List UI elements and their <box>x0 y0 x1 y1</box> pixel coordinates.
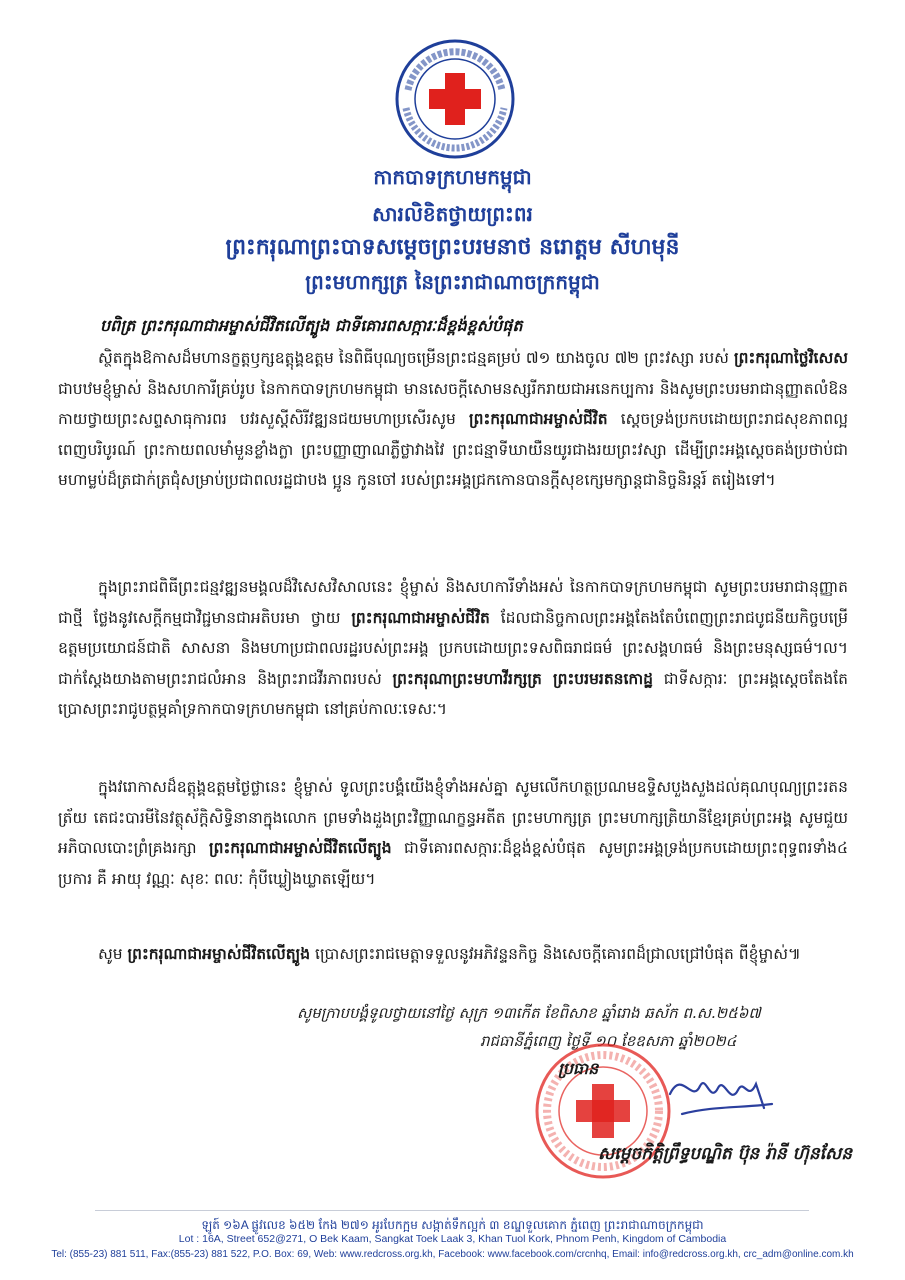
paragraph-2-text-b: ដែលជានិច្ចកាលព្រះអង្គតែងតែបំពេញព្រះរាជបូជនីយកិច្ចបម្រើឧត្ដមប្រយោជន៍ជាតិ សាសនា និងមហាប្រជាពលរដ្ឋរបស់ព្រះអង្គ ប្រកបដោយព្រះទសពិធរាជធម៌ ព្រះសង្គហធម៌ និងព្រះមនុស្សធម៌។ល។ ជាក់ស្ដែងយាងតាមព្រះរាជលំអាន និងព្រះរាជវីរភាពរបស់ <box>58 608 848 688</box>
paragraph-3-text-a: ក្នុងវរោកាសដ៏ឧត្ដុង្គឧត្ដមថ្ងៃថ្លានេះ ខ្ញុំម្ចាស់ ទូលព្រះបង្គំយើងខ្ញុំទាំងអស់គ្នា សូមលើកហត្ថប្រណមឧទ្ទិសបួងសួងដល់គុណបុណ្យព្រះរតនត្រ័យ តេជះបារមីនៃវត្ថុស័ក្ដិសិទ្ធិនានាក្នុងលោក ព្រមទាំងដួងព្រះវិញ្ញាណក្ខន្ធអតីត ព្រះមហាក្សត្រ ព្រះមហាក្សត្រិយានីខ្មែរគ្រប់ព្រះអង្គ សូមជួយអភិបាលបោះព្រំគ្រងរក្សា <box>58 778 848 857</box>
footer-contacts: Tel: (855-23) 881 511, Fax:(855-23) 881 522, P.O. Box: 69, Web: www.redcross.org.kh, Facebook: www.facebook.com/crcnhq, Email: info@redcross.org.kh, crc_adm@online.com.kh <box>51 1249 854 1260</box>
lunar-date: សូមក្រាបបង្គំទូលថ្វាយនៅថ្ងៃ ​សុក្រ ១៣កើត ខែពិសាខ ឆ្នាំរោង ឆស័ក ព.ស.២៥៦៧ <box>297 1004 761 1022</box>
paragraph-4-text-a: សូម <box>98 945 128 963</box>
paragraph-2-bold-a: ព្រះករុណាជាអម្ចាស់ជីវិត <box>351 607 490 627</box>
paragraph-2-text-c: ជាទីសក្ការៈ ព្រះអង្គស្ដេចតែងតែប្រោសព្រះរាជូបត្ថម្ភគាំទ្រកាកបាទក្រហមកម្ពុជា នៅគ្រប់កាលៈទេសៈ។ <box>58 669 848 718</box>
paragraph-1-bold-a: ព្រះករុណាថ្លៃវិសេស <box>734 348 848 367</box>
paragraph-1-text-a: ស្ថិតក្នុងឱកាសដ៏មហានក្ខត្តឫក្សឧត្ដុង្គឧត្ដម នៃពិធីបុណ្យចម្រើនព្រះជន្មគម្រប់ ៧១ យាងចូល ៧២ ព្រះវស្សា របស់ <box>98 349 735 367</box>
paragraph-3-bold-a: ព្រះករុណាជាអម្ចាស់ជីវិតលើត្បូង <box>208 838 392 857</box>
paragraph-3 <box>58 772 848 894</box>
paragraph-2 <box>58 572 848 725</box>
paragraph-1 <box>58 343 848 496</box>
paragraph-2-text-a: ក្នុងព្រះរាជពិធីព្រះជន្មវឌ្ឍនមង្គលដ៏វិសេសវិសាលនេះ ខ្ញុំម្ចាស់ និងសហការីទាំងអស់ នៃកាកបាទក្រហមកម្ពុជា សូមព្រះបរមរាជានុញ្ញាតជាថ្មី ថ្លែងនូវសេក្ដីកម្មជាវិជ្ជមានជាអតិបរមា ថ្វាយ <box>58 578 848 627</box>
signer-title: ប្រធាន <box>558 1059 599 1078</box>
paragraph-1-bold-b: ព្រះករុណាជាអម្ចាស់ជីវិត <box>468 409 608 428</box>
paragraph-4 <box>58 939 848 970</box>
footer-khmer-address: ឡូត៍ ១៦A ផ្លូវលេខ ៦៥២ កែង ២៧១ អូរបែកក្អម សង្កាត់ទឹកល្អក់ ៣ ខណ្ឌទួលគោក ភ្នំពេញ ព្រះរាជាណាចក្រកម្ពុជា <box>201 1218 704 1232</box>
paragraph-3-text-b: ជាទីគោរពសក្ការៈដ៏ខ្ពង់ខ្ពស់បំផុត សូមព្រះអង្គទ្រង់ប្រកបដោយព្រះពុទ្ធពរទាំង៤ ប្រការ គឺ អាយុ វណ្ណៈ សុខៈ ពលៈ កុំបីឃ្លៀងឃ្លាតឡើយ។ <box>58 839 848 888</box>
handwritten-signature-icon <box>652 1064 802 1134</box>
paragraph-1-text-c: ស្ដេចទ្រង់ប្រកបដោយព្រះរាជសុខភាពល្អពេញបរិបូរណ៍ ព្រះកាយពលមាំមួនខ្លាំងក្លា ព្រះបញ្ញាញាណភ្លឺថ្លាវាងវៃ ព្រះជន្មាទីឃាយឺនយូរជាងរយព្រះវស្សា ដើម្បីព្រះអង្គស្ដេចគង់ប្រថាប់ជាមហាម្លប់ដ៏ត្រជាក់ត្រជុំសម្រាប់ប្រជាពលរដ្ឋជាបង ប្អូន កូនចៅ របស់ព្រះអង្គជ្រកកោនបានក្ដីសុខក្សេមក្សាន្តជានិច្ចនិរន្តរ៍ តរៀងទៅ។ <box>58 410 848 489</box>
letter-title: សារលិខិតថ្វាយព្រះពរ <box>372 202 533 226</box>
organization-name: កាកបាទក្រហមកម្ពុជា <box>373 165 532 189</box>
solar-date: រាជធានីភ្នំពេញ ថ្ងៃទី ១០ ខែឧសភា ឆ្នាំ២០២៤ <box>480 1032 737 1050</box>
red-cross-logo-icon <box>394 38 516 160</box>
footer-divider <box>95 1210 809 1211</box>
salutation: បពិត្រ ព្រះករុណាជាអម្ចាស់ជីវិតលើត្បូង ជាទីគោរពសក្ការៈដ៏ខ្ពង់ខ្ពស់បំផុត <box>100 316 523 335</box>
paragraph-1-text-b: ជាបឋមខ្ញុំម្ចាស់ និងសហការីគ្រប់រូប នៃកាកបាទក្រហមកម្ពុជា មានសេចក្ដីសោមនស្សរីករាយជាអនេកប្បការ និងសូមព្រះបរមរាជានុញ្ញាតលំឱនកាយថ្វាយព្រះសព្ទសាធុការពរ បវរសួស្ដីសិរីវឌ្ឍនជយមហាប្រសើរសូម <box>58 379 848 428</box>
footer-english-address: Lot : 16A, Street 652@271, O Bek Kaam, Sangkat Toek Laak 3, Khan Tuol Kork, Phnom Penh, Kingdom of Cambodia <box>178 1233 727 1245</box>
paragraph-2-bold-b: ព្រះករុណាព្រះមហាវីរក្សត្រ ព្រះបរមរតនកោដ្ឋ <box>392 668 654 688</box>
signer-name: សម្ដេចកិត្តិព្រឹទ្ធបណ្ឌិត ប៊ុន រ៉ានី ហ៊ុនសែន <box>598 1144 852 1164</box>
paragraph-4-bold-a: ព្រះករុណាជាអម្ចាស់ជីវិតលើត្បូង <box>127 944 311 963</box>
paragraph-4-text-b: ប្រោសព្រះរាជមេត្តាទទួលនូវអភិវន្ទនកិច្ច និងសេចក្ដីគោរពដ៏ជ្រាលជ្រៅបំផុត ពីខ្ញុំម្ចាស់៕ <box>310 945 801 963</box>
addressee-title: ព្រះករុណាព្រះបាទសម្ដេចព្រះបរមនាថ នរោត្ដម សីហមុនី <box>225 235 680 260</box>
addressee-subtitle: ព្រះមហាក្សត្រ នៃព្រះរាជាណាចក្រកម្ពុជា <box>305 270 600 294</box>
